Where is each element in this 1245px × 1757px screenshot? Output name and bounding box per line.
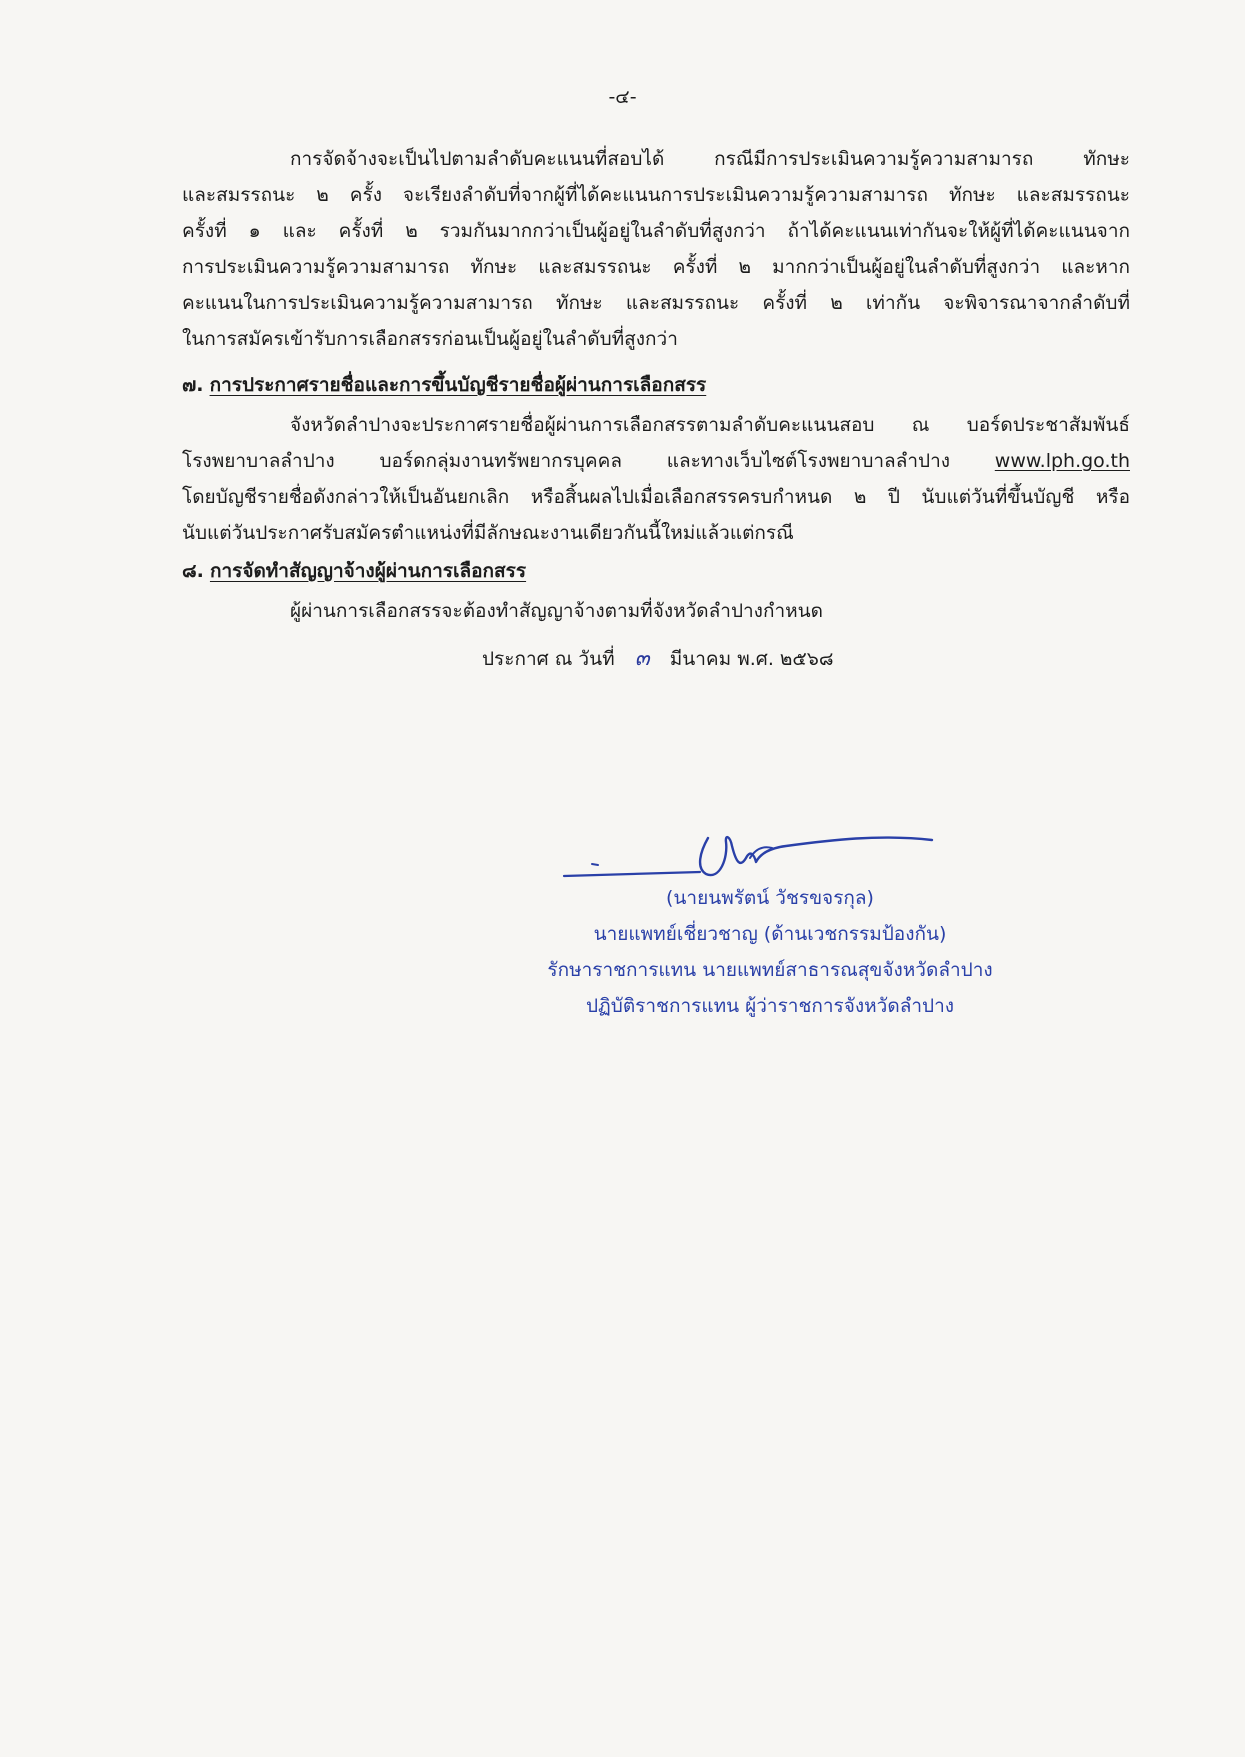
section-number: ๗. bbox=[182, 374, 204, 396]
website-link[interactable]: www.lph.go.th bbox=[994, 450, 1130, 472]
page-number: -๔- bbox=[608, 86, 637, 108]
paragraph-line: การจัดจ้างจะเป็นไปตามลำดับคะแนนที่สอบได้ กรณีมีการประเมินความรู้ความสามารถ ทักษะ bbox=[290, 148, 1130, 170]
paragraph-line: การประเมินความรู้ความสามารถ ทักษะ และสมรรถนะ ครั้งที่ ๒ มากกว่าเป็นผู้อยู่ในลำดับที่สูงกว่า และหาก bbox=[182, 256, 1130, 278]
paragraph-line: ในการสมัครเข้ารับการเลือกสรรก่อนเป็นผู้อยู่ในลำดับที่สูงกว่า bbox=[182, 328, 678, 350]
announcement-date bbox=[482, 646, 834, 672]
signatory-title: นายแพทย์เชี่ยวชาญ (ด้านเวชกรรมป้องกัน) bbox=[593, 923, 947, 945]
section-8-heading bbox=[182, 558, 526, 584]
signatory-acting-role: รักษาราชการแทน นายแพทย์สาธารณสุขจังหวัดลำปาง bbox=[547, 959, 993, 981]
section-title: การจัดทำสัญญาจ้างผู้ผ่านการเลือกสรร bbox=[209, 560, 527, 582]
paragraph-line: และสมรรถนะ ๒ ครั้ง จะเรียงลำดับที่จากผู้ที่ได้คะแนนการประเมินความรู้ความสามารถ ทักษะ และสมรรถนะ bbox=[182, 184, 1130, 206]
signature-image bbox=[560, 818, 940, 888]
signatory-delegation: ปฏิบัติราชการแทน ผู้ว่าราชการจังหวัดลำปาง bbox=[585, 995, 955, 1017]
handwritten-day: ๓ bbox=[634, 646, 650, 671]
section-7-heading bbox=[182, 372, 706, 398]
signatory-name: (นายนพรัตน์ วัชรขจรกุล) bbox=[666, 887, 874, 909]
paragraph-line: คะแนนในการประเมินความรู้ความสามารถ ทักษะ และสมรรถนะ ครั้งที่ ๒ เท่ากัน จะพิจารณาจากลำดับที่ bbox=[182, 292, 1130, 314]
announcement-prefix: ประกาศ ณ วันที่ bbox=[482, 648, 615, 670]
signatory-block bbox=[540, 880, 1000, 1024]
section-7-line: โดยบัญชีรายชื่อดังกล่าวให้เป็นอันยกเลิก หรือสิ้นผลไปเมื่อเลือกสรรครบกำหนด ๒ ปี นับแต่วันที่ขึ้นบัญชี หรือ bbox=[182, 486, 1130, 508]
section-title: การประกาศรายชื่อและการขึ้นบัญชีรายชื่อผู้ผ่านการเลือกสรร bbox=[209, 374, 707, 396]
section-number: ๘. bbox=[182, 560, 204, 582]
section-7-line: จังหวัดลำปางจะประกาศรายชื่อผู้ผ่านการเลือกสรรตามลำดับคะแนนสอบ ณ บอร์ดประชาสัมพันธ์ bbox=[290, 414, 1130, 436]
section-7-line2-text: โรงพยาบาลลำปาง บอร์ดกลุ่มงานทรัพยากรบุคคล และทางเว็บไซต์โรงพยาบาลลำปาง bbox=[182, 450, 951, 472]
paragraph-line: ครั้งที่ ๑ และ ครั้งที่ ๒ รวมกันมากกว่าเป็นผู้อยู่ในลำดับที่สูงกว่า ถ้าได้คะแนนเท่ากันจะให้ผู้ที่ได้คะแนนจาก bbox=[182, 220, 1130, 242]
announcement-suffix: มีนาคม พ.ศ. ๒๕๖๘ bbox=[669, 648, 834, 670]
section-7-line bbox=[182, 448, 1130, 474]
section-8-line: ผู้ผ่านการเลือกสรรจะต้องทำสัญญาจ้างตามที่จังหวัดลำปางกำหนด bbox=[290, 600, 823, 622]
section-7-line: นับแต่วันประกาศรับสมัครตำแหน่งที่มีลักษณะงานเดียวกันนี้ใหม่แล้วแต่กรณี bbox=[182, 522, 794, 544]
